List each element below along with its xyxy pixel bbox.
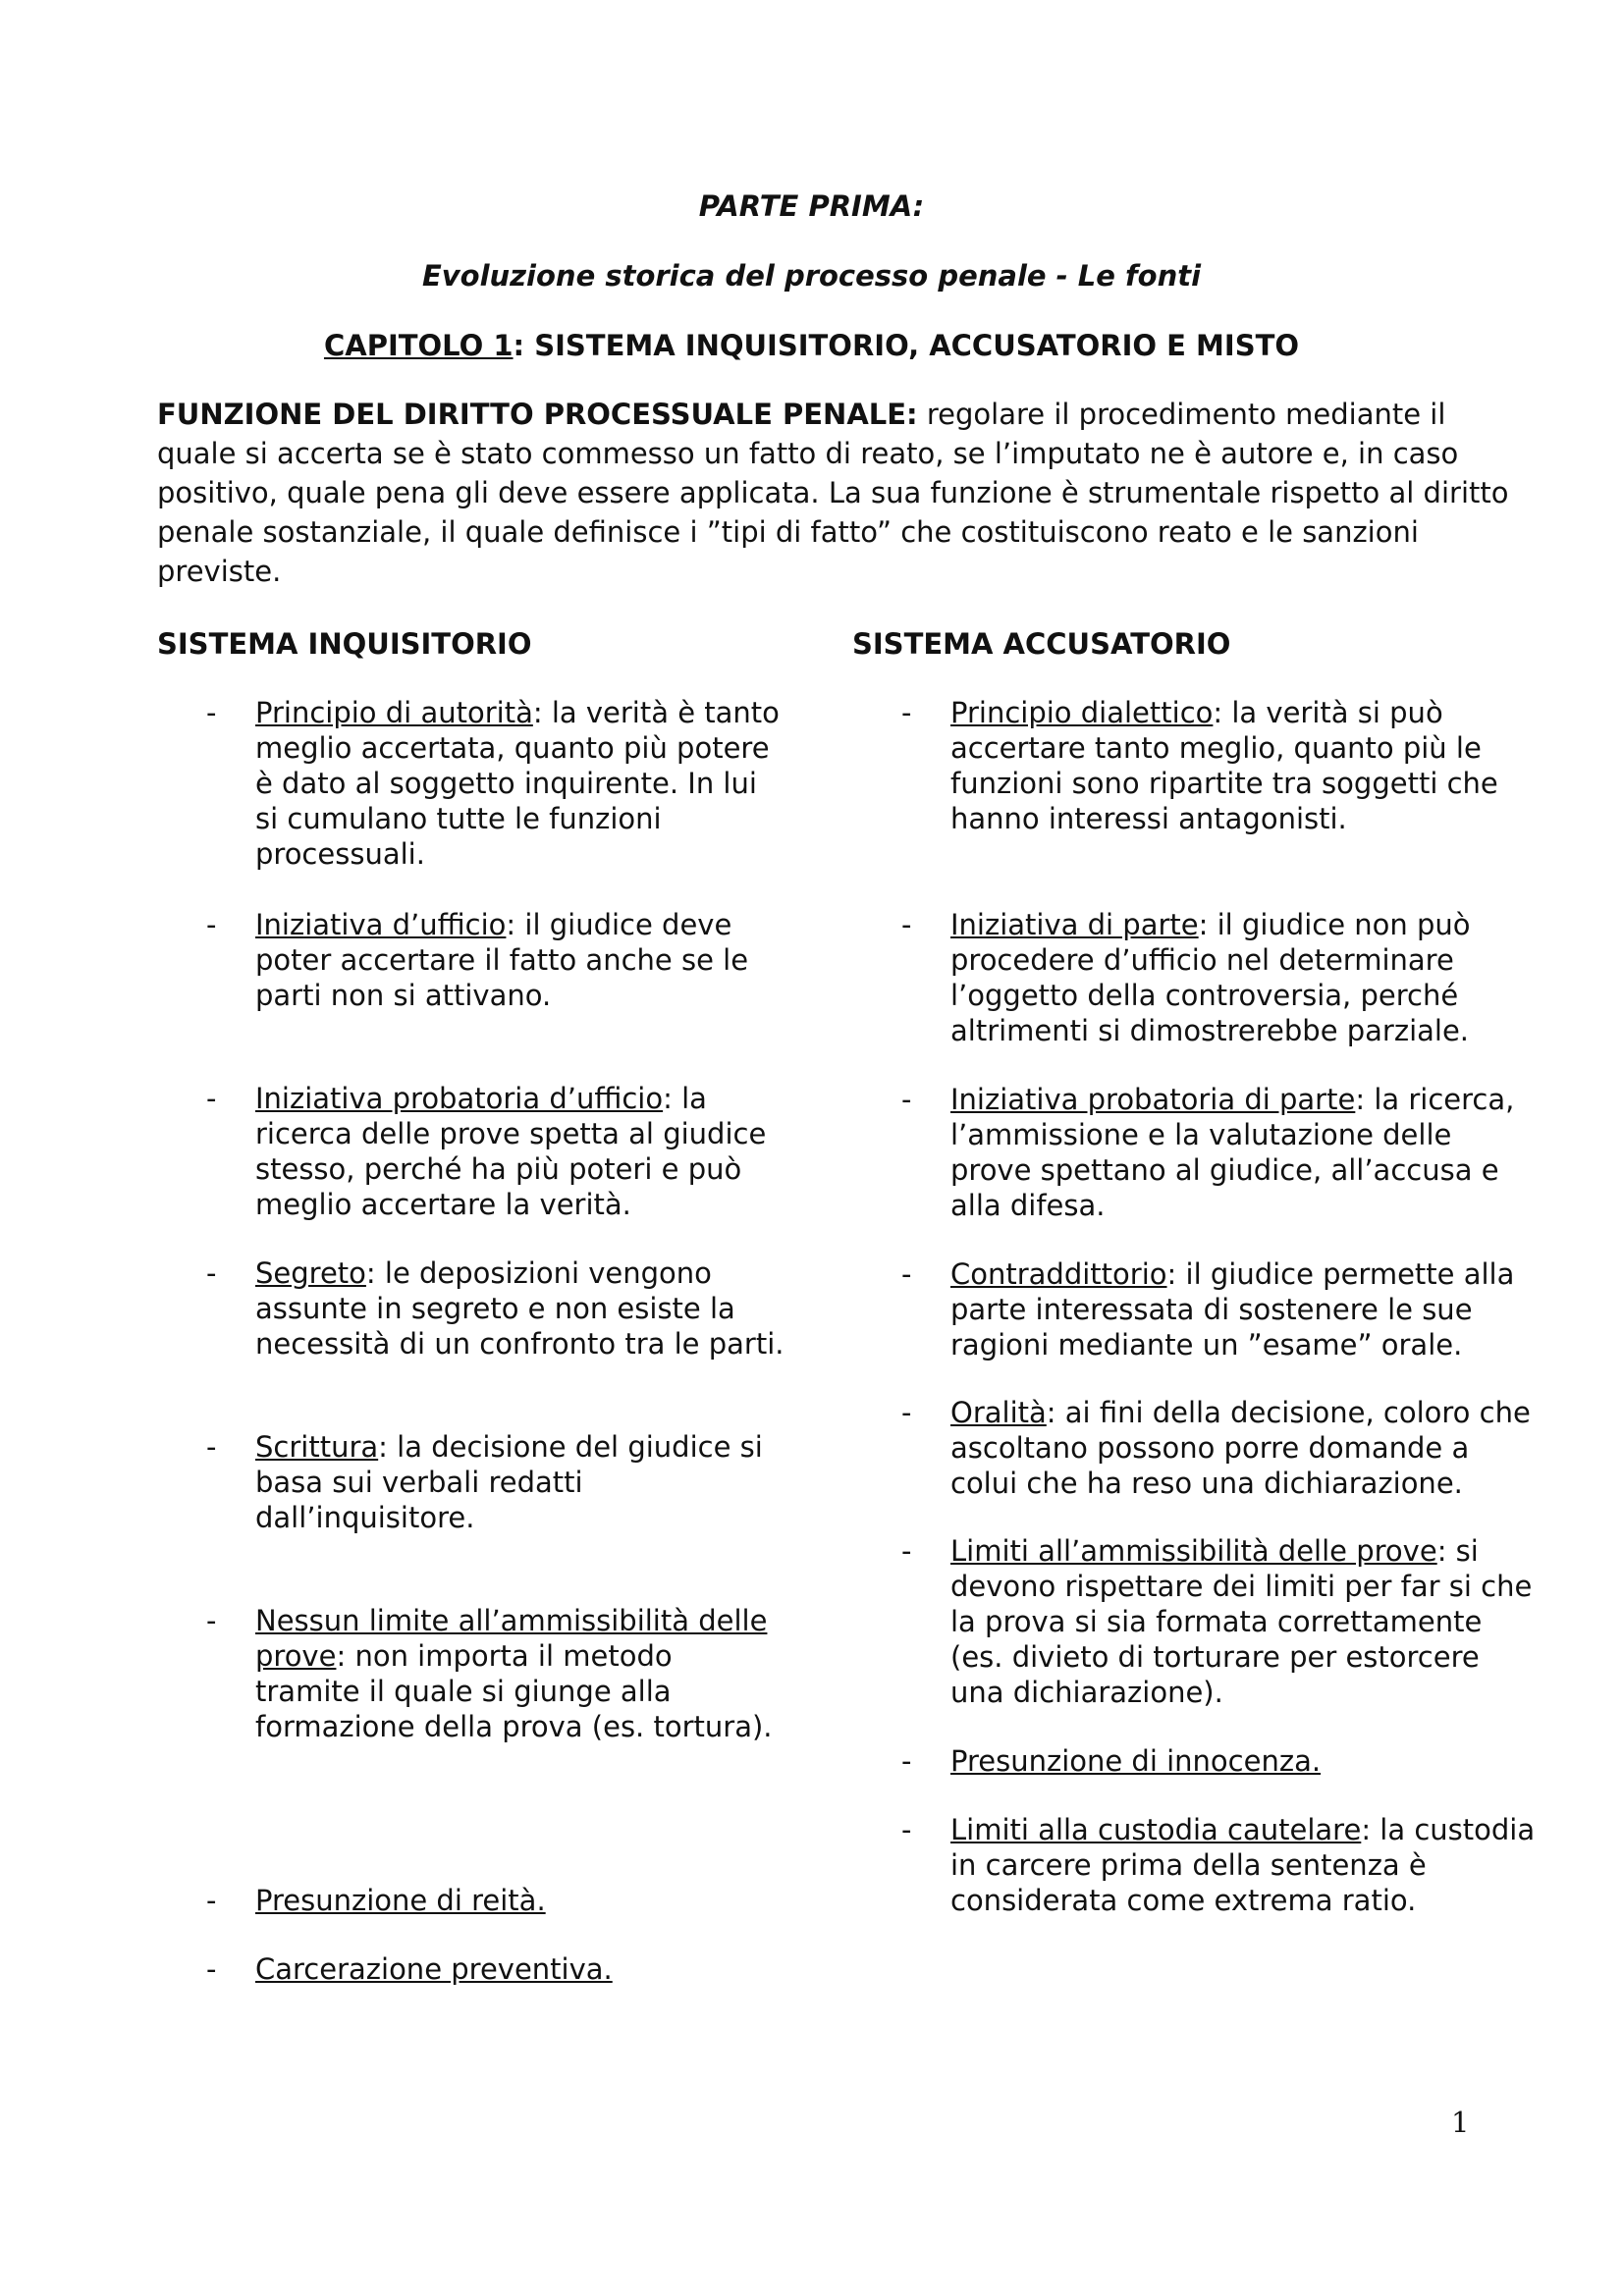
list-item xyxy=(157,1081,785,1222)
dash-bullet: - xyxy=(206,1082,217,1115)
dash-bullet: - xyxy=(901,908,912,941)
dash-bullet: - xyxy=(206,1256,217,1290)
list-item xyxy=(852,907,1540,1048)
page-number: 1 xyxy=(1451,2106,1470,2139)
dash-bullet: - xyxy=(901,696,912,729)
dash-bullet: - xyxy=(901,1813,912,1846)
chapter-title xyxy=(0,329,1623,362)
item-term: Principio dialettico xyxy=(950,696,1214,729)
item-text: : il giudice non può procedere d’ufficio nel determinare l’oggetto della controversia, perché altrimenti si dimostrerebbe parziale. xyxy=(950,908,1471,1047)
item-text: : la verità è tanto meglio accertata, quanto più potere è dato al soggetto inquirente. In lui si cumulano tutte le funzioni processuali. xyxy=(255,696,780,871)
item-term: Scrittura xyxy=(255,1430,379,1464)
dash-bullet: - xyxy=(901,1396,912,1429)
column-accusatorio xyxy=(852,624,1540,1918)
part-title: PARTE PRIMA: xyxy=(698,189,925,223)
item-term: Carcerazione preventiva. xyxy=(255,1952,613,1986)
dash-bullet: - xyxy=(901,1257,912,1291)
list-item xyxy=(852,1395,1540,1501)
column-heading-inquisitorio: SISTEMA INQUISITORIO xyxy=(157,627,532,661)
list-item xyxy=(852,1812,1540,1918)
dash-bullet: - xyxy=(206,1952,217,1986)
list-item xyxy=(157,1883,785,1918)
list-item xyxy=(157,1429,785,1535)
item-text: : la ricerca, l’ammissione e la valutazione delle prove spettano al giudice, all’accusa e alla difesa. xyxy=(950,1083,1515,1222)
item-text: : il giudice permette alla parte interessata di sostenere le sue ragioni mediante un ”esame” orale. xyxy=(950,1257,1515,1362)
item-term: Limiti alla custodia cautelare xyxy=(950,1813,1362,1846)
chapter-name: : SISTEMA INQUISITORIO, ACCUSATORIO E MISTO xyxy=(513,329,1300,362)
item-text: : non importa il metodo tramite il quale si giunge alla formazione della prova (es. tortura). xyxy=(255,1639,773,1743)
chapter-label: CAPITOLO 1 xyxy=(323,329,514,362)
list-item xyxy=(852,1082,1540,1223)
list-item xyxy=(157,695,785,872)
intro-text: regolare il procedimento mediante il quale si accerta se è stato commesso un fatto di reato, se l’imputato ne è autore e, in caso positivo, quale pena gli deve essere applicata. La sua funzione è strumentale rispetto al diritto penale sostanziale, il quale definisce i ”tipi di fatto” che costituiscono reato e le sanzioni previste. xyxy=(157,398,1509,588)
part-subtitle: Evoluzione storica del processo penale - Le fonti xyxy=(421,259,1202,293)
item-text: : le deposizioni vengono assunte in segreto e non esiste la necessità di un confronto tra le parti. xyxy=(255,1256,784,1361)
item-term: Contraddittorio xyxy=(950,1257,1167,1291)
item-term: Segreto xyxy=(255,1256,366,1290)
dash-bullet: - xyxy=(901,1744,912,1778)
item-term: Iniziativa d’ufficio xyxy=(255,908,507,941)
item-term: Principio di autorità xyxy=(255,696,533,729)
list-item xyxy=(157,907,785,1013)
dash-bullet: - xyxy=(901,1083,912,1116)
item-text: : il giudice deve poter accertare il fatto anche se le parti non si attivano. xyxy=(255,908,749,1012)
item-term: Iniziativa probatoria d’ufficio xyxy=(255,1082,664,1115)
intro-lead: FUNZIONE DEL DIRITTO PROCESSUALE PENALE: xyxy=(157,398,918,431)
item-term: Iniziativa probatoria di parte xyxy=(950,1083,1356,1116)
item-text: : la verità si può accertare tanto meglio, quanto più le funzioni sono ripartite tra soggetti che hanno interessi antagonisti. xyxy=(950,696,1498,835)
column-heading-accusatorio: SISTEMA ACCUSATORIO xyxy=(852,627,1231,661)
list-item xyxy=(157,1255,785,1362)
item-text: : si devono rispettare dei limiti per far si che la prova si sia formata correttamente (es. divieto di torturare per estorcere una dichiarazione). xyxy=(950,1534,1533,1709)
item-text: : ai fini della decisione, coloro che ascoltano possono porre domande a colui che ha reso una dichiarazione. xyxy=(950,1396,1531,1500)
list-item xyxy=(852,695,1540,836)
column-inquisitorio xyxy=(157,624,785,1987)
intro-paragraph xyxy=(157,395,1532,591)
list-item xyxy=(157,1603,785,1744)
list-item xyxy=(157,1951,785,1987)
item-term: Presunzione di reità. xyxy=(255,1884,546,1917)
list-item xyxy=(852,1743,1540,1779)
item-term: Limiti all’ammissibilità delle prove xyxy=(950,1534,1437,1568)
item-term: Iniziativa di parte xyxy=(950,908,1199,941)
dash-bullet: - xyxy=(206,696,217,729)
item-term: Presunzione di innocenza. xyxy=(950,1744,1322,1778)
item-term: Oralità xyxy=(950,1396,1047,1429)
list-item xyxy=(852,1256,1540,1362)
item-text: : la ricerca delle prove spetta al giudice stesso, perché ha più poteri e può meglio accertare la verità. xyxy=(255,1082,767,1221)
dash-bullet: - xyxy=(206,908,217,941)
dash-bullet: - xyxy=(206,1884,217,1917)
item-text: : la custodia in carcere prima della sentenza è considerata come extrema ratio. xyxy=(950,1813,1536,1917)
list-item xyxy=(852,1533,1540,1710)
dash-bullet: - xyxy=(206,1604,217,1637)
item-text: : la decisione del giudice si basa sui verbali redatti dall’inquisitore. xyxy=(255,1430,763,1534)
item-term: Nessun limite all’ammissibilità delle prove xyxy=(255,1604,768,1673)
dash-bullet: - xyxy=(901,1534,912,1568)
dash-bullet: - xyxy=(206,1430,217,1464)
